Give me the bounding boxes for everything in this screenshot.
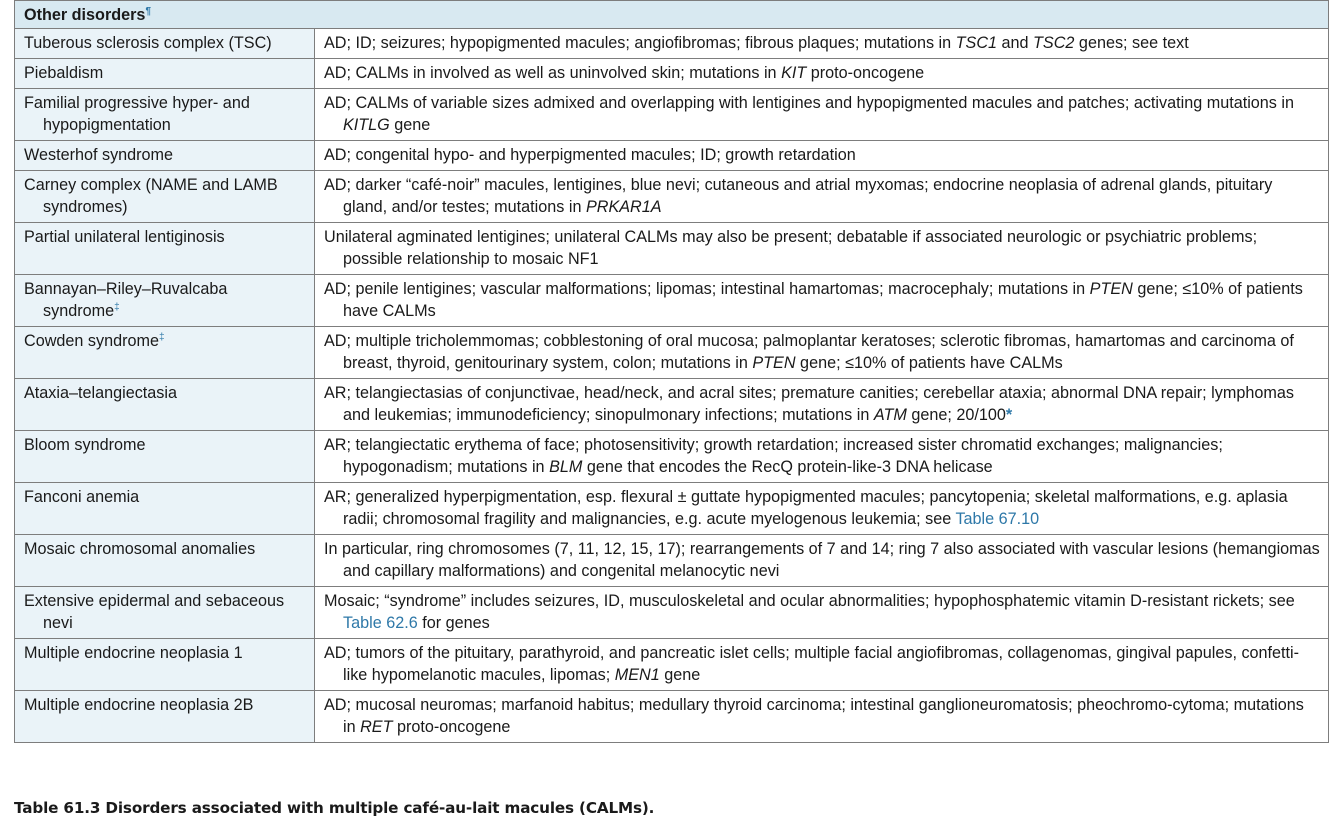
table-row [15, 275, 1329, 327]
table-row [15, 535, 1329, 587]
gene-name: PTEN [1089, 280, 1133, 298]
gene-name: PTEN [752, 354, 796, 372]
section-footnote-mark: ¶ [145, 6, 152, 17]
disorder-description-cell [315, 327, 1329, 379]
disorders-table [14, 0, 1329, 743]
section-header-row [15, 1, 1329, 29]
disorder-name-cell [15, 275, 315, 327]
text-segment: Carney complex (NAME and LAMB syndromes) [24, 176, 278, 216]
footnote-mark: ‡ [158, 332, 165, 343]
table-row [15, 223, 1329, 275]
text-segment: Bloom syndrome [24, 436, 146, 454]
disorder-description-cell [315, 535, 1329, 587]
text-segment: Westerhof syndrome [24, 146, 174, 164]
text-segment: gene; 20/100 [906, 406, 1006, 424]
text-segment: Mosaic chromosomal anomalies [24, 540, 256, 558]
text-segment: Extensive epidermal and sebaceous nevi [24, 592, 285, 632]
text-segment: AD; CALMs of variable sizes admixed and overlapping with lentigines and hypopigmented macules and patches; activating mutations in [324, 94, 1294, 112]
text-segment: Fanconi anemia [24, 488, 140, 506]
text-segment: gene; ≤10% of patients have CALMs [795, 354, 1063, 372]
text-segment: gene; ≤10% of patients have CALMs [343, 280, 1303, 320]
disorder-name-cell [15, 141, 315, 171]
gene-name: BLM [549, 458, 583, 476]
gene-name: MEN1 [614, 666, 660, 684]
text-segment: Bannayan–Riley–Ruvalcaba syndrome [24, 280, 228, 320]
text-segment: AD; tumors of the pituitary, parathyroid, and pancreatic islet cells; multiple facial angiofibromas, collagenomas, gingival papules, confetti-like hypomelanotic macules, lipomas; [324, 644, 1300, 684]
table-row [15, 89, 1329, 141]
table-row [15, 431, 1329, 483]
text-segment: gene [659, 666, 701, 684]
disorder-description-cell [315, 483, 1329, 535]
text-segment: gene that encodes the RecQ protein-like-3 DNA helicase [582, 458, 993, 476]
text-segment: and [997, 34, 1034, 52]
gene-name: ATM [873, 406, 907, 424]
text-segment: Piebaldism [24, 64, 104, 82]
table-row [15, 483, 1329, 535]
table-row [15, 639, 1329, 691]
disorder-description-cell [315, 431, 1329, 483]
table-reference-link[interactable]: Table 62.6 [343, 614, 418, 632]
disorder-name-cell [15, 379, 315, 431]
disorder-name-cell [15, 89, 315, 141]
table-row [15, 171, 1329, 223]
disorder-description-cell [315, 275, 1329, 327]
disorder-description-cell [315, 29, 1329, 59]
text-segment: Multiple endocrine neoplasia 2B [24, 696, 254, 714]
table-row [15, 327, 1329, 379]
disorder-description-cell [315, 691, 1329, 743]
gene-name: PRKAR1A [585, 198, 662, 216]
footnote-mark: ‡ [114, 302, 120, 313]
text-segment: AD; ID; seizures; hypopigmented macules; angiofibromas; fibrous plaques; mutations in [324, 34, 956, 52]
disorder-description-cell [315, 171, 1329, 223]
text-segment: AD; penile lentigines; vascular malformations; lipomas; intestinal hamartomas; macrocephaly; mutations in [324, 280, 1090, 298]
disorder-name-cell [15, 535, 315, 587]
text-segment: AD; darker “café-noir” macules, lentigines, blue nevi; cutaneous and atrial myxomas; endocrine neoplasia of adrenal glands, pituitary gland, and/or testes; mutations in [324, 176, 1273, 216]
section-header-title: Other disorders [24, 6, 146, 24]
text-segment: Cowden syndrome [24, 332, 159, 350]
disorder-description-cell [315, 587, 1329, 639]
disorder-name-cell [15, 483, 315, 535]
text-segment: for genes [417, 614, 490, 632]
table-row [15, 59, 1329, 89]
table-reference-link[interactable]: Table 67.10 [955, 510, 1040, 528]
table-row [15, 141, 1329, 171]
disorder-name-cell [15, 691, 315, 743]
disorder-name-cell [15, 639, 315, 691]
text-segment: Multiple endocrine neoplasia 1 [24, 644, 243, 662]
text-segment: gene [389, 116, 431, 134]
text-segment: proto-oncogene [392, 718, 511, 736]
disorder-description-cell [315, 89, 1329, 141]
table-row [15, 29, 1329, 59]
disorder-name-cell [15, 171, 315, 223]
text-segment: Familial progressive hyper- and hypopigmentation [24, 94, 250, 134]
gene-name: RET [360, 718, 393, 736]
text-segment: In particular, ring chromosomes (7, 11, 12, 15, 17); rearrangements of 7 and 14; ring 7 also associated with vascular lesions (hemangiomas and capillary malformations) and congenital melanocytic nevi [324, 540, 1320, 580]
text-segment: AR; telangiectatic erythema of face; photosensitivity; growth retardation; increased sister chromatid exchanges; malignancies; hypogonadism; mutations in [324, 436, 1223, 476]
text-segment: proto-oncogene [806, 64, 925, 82]
disorder-name-cell [15, 431, 315, 483]
gene-name: KITLG [343, 116, 390, 134]
gene-name: KIT [781, 64, 807, 82]
disorder-description-cell [315, 379, 1329, 431]
disorder-name-cell [15, 223, 315, 275]
section-header-cell [15, 1, 1329, 29]
text-segment: Mosaic; “syndrome” includes seizures, ID, musculoskeletal and ocular abnormalities; hypophosphatemic vitamin D-resistant rickets; see [324, 592, 1295, 610]
disorder-description-cell [315, 223, 1329, 275]
table-caption: Table 61.3 Disorders associated with multiple café-au-lait macules (CALMs). [14, 799, 655, 817]
disorder-name-cell [15, 59, 315, 89]
disorder-name-cell [15, 29, 315, 59]
text-segment: AD; mucosal neuromas; marfanoid habitus; medullary thyroid carcinoma; intestinal ganglioneuromatosis; pheochromo-cytoma; mutations in [324, 696, 1304, 736]
text-segment: AD; congenital hypo- and hyperpigmented macules; ID; growth retardation [324, 146, 856, 164]
text-segment: Tuberous sclerosis complex (TSC) [24, 34, 272, 52]
table-row [15, 587, 1329, 639]
text-segment: AR; telangiectasias of conjunctivae, head/neck, and acral sites; premature canities; cerebellar ataxia; abnormal DNA repair; lymphomas and leukemias; immunodeficiency; sinopulmonary infections; mutations in [324, 384, 1294, 424]
gene-name: TSC1 [955, 34, 998, 52]
disorder-description-cell [315, 141, 1329, 171]
table-row [15, 691, 1329, 743]
disorder-description-cell [315, 59, 1329, 89]
text-segment: Partial unilateral lentiginosis [24, 228, 225, 246]
gene-name: TSC2 [1033, 34, 1075, 52]
footnote-star: * [1005, 406, 1013, 424]
text-segment: genes; see text [1074, 34, 1189, 52]
table-row [15, 379, 1329, 431]
text-segment: AR; generalized hyperpigmentation, esp. flexural ± guttate hypopigmented macules; pancytopenia; skeletal malformations, e.g. aplasia radii; chromosomal fragility and malignancies, e.g. acute myelogenous leukemia; see [324, 488, 1288, 528]
text-segment: Ataxia–telangiectasia [24, 384, 177, 402]
text-segment: Unilateral agminated lentigines; unilateral CALMs may also be present; debatable if associated neurologic or psychiatric problems; possible relationship to mosaic NF1 [324, 228, 1258, 268]
document-page [14, 0, 1328, 743]
disorder-name-cell [15, 327, 315, 379]
disorder-description-cell [315, 639, 1329, 691]
disorder-name-cell [15, 587, 315, 639]
text-segment: AD; multiple tricholemmomas; cobblestoning of oral mucosa; palmoplantar keratoses; sclerotic fibromas, hamartomas and carcinoma of breast, thyroid, genitourinary system, colon; mutations in [324, 332, 1294, 372]
text-segment: AD; CALMs in involved as well as uninvolved skin; mutations in [324, 64, 782, 82]
table-body [15, 29, 1329, 743]
